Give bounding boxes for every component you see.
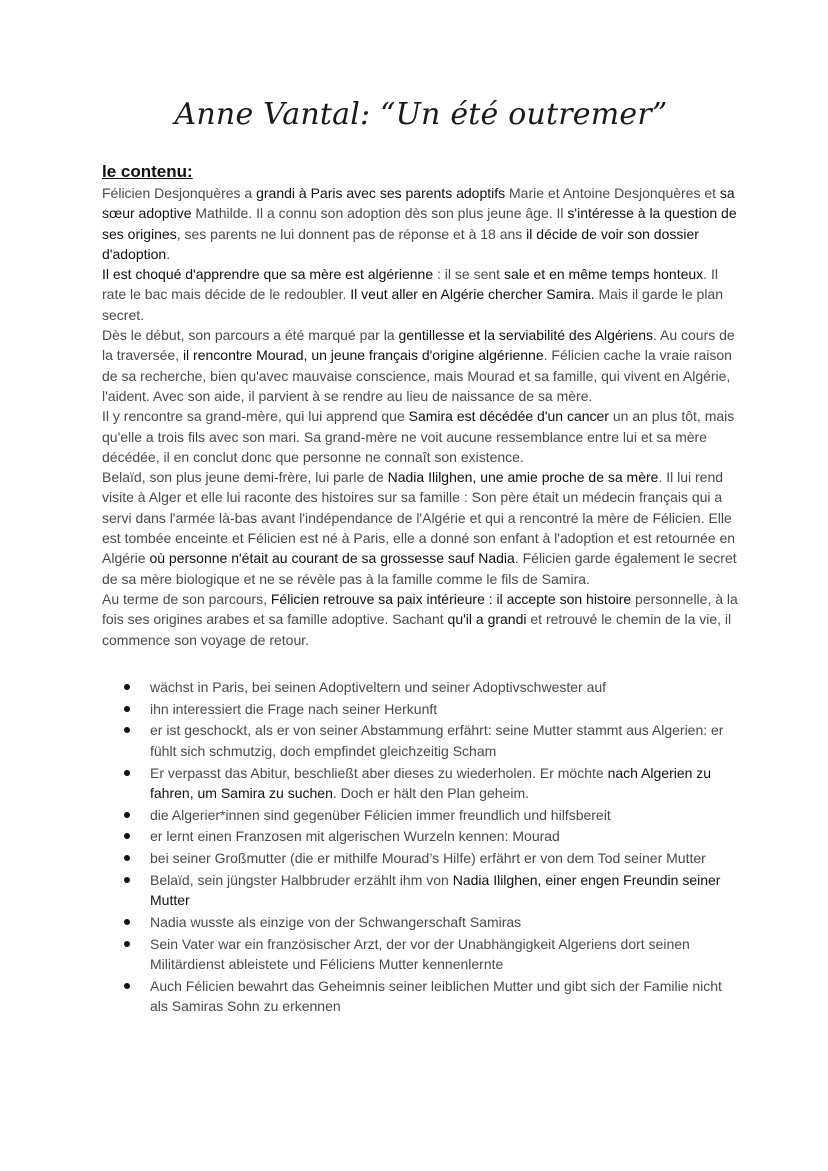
bullet-dot-icon [124, 983, 130, 989]
highlighted-text: sale et en même temps honteux [503, 266, 704, 283]
text-segment: Belaïd, sein jüngster Halbbruder erzählt ihm von [150, 872, 453, 888]
highlighted-text: Il est choqué d'apprendre que sa mère est algérienne [102, 266, 434, 283]
paragraph [102, 325, 740, 406]
highlighted-text: Félicien retrouve sa paix intérieure : il accepte son histoire [270, 590, 632, 607]
bullet-item [102, 934, 740, 975]
document-title: Anne Vantal: “Un été outremer” [174, 97, 668, 132]
highlighted-text: gentillesse et la serviabilité des Algériens [398, 327, 653, 344]
text-segment: . Au cours de la traversée, [102, 327, 735, 364]
text-segment: die Algerier*innen sind gegenüber Félicien immer freundlich und hilfsbereit [150, 806, 611, 823]
text-segment: ihn interessiert die Frage nach seiner Herkunft [150, 700, 438, 717]
highlighted-text: où personne n'était au courant de sa grossesse sauf Nadia [149, 550, 515, 567]
text-segment: bei seiner Großmutter (die er mithilfe Mourad’s Hilfe) erfährt er von dem Tod seiner Mutter [150, 850, 706, 867]
text-segment: . Félicien cache la vraie raison de sa recherche, bien qu'avec mauvaise conscience, mais Mourad et sa famille, qui vivent en Algérie, l'aident. Avec son aide, il parvient à se rendre au lieu de naissance de sa mère. [102, 347, 732, 404]
text-segment: Belaïd, son plus jeune demi-frère, lui parle de [102, 469, 388, 486]
text-segment: Au terme de son parcours, [102, 590, 271, 607]
bullet-item [102, 805, 740, 825]
text-segment: Il y rencontre sa grand-mère, qui lui apprend que [102, 408, 409, 425]
bullet-dot-icon [124, 877, 130, 883]
paragraph [102, 467, 740, 589]
text-segment: Marie et Antoine Desjonquères et [505, 185, 720, 201]
bullet-item [102, 720, 740, 761]
text-segment: Sein Vater war ein französischer Arzt, der vor der Unabhängigkeit Algeriens dort seinen Militärdienst ableistete und Féliciens Mutter kennenlernte [150, 935, 690, 973]
highlighted-text: il décide de voir son dossier d'adoption [102, 225, 699, 262]
highlighted-text: sa sœur adoptive [102, 185, 735, 222]
bullet-dot-icon [124, 706, 130, 712]
text-segment: . [166, 245, 171, 262]
highlighted-text: Nadia Ililghen, une amie proche de sa mère [387, 469, 659, 486]
bullet-dot-icon [124, 919, 130, 925]
text-segment: wächst in Paris, bei seinen Adoptiveltern und seiner Adoptivschwester auf [150, 678, 607, 695]
bullet-item [102, 976, 740, 1017]
text-segment: et retrouvé le chemin de la vie, il commence son voyage de retour. [102, 611, 732, 648]
text-segment: : il se sent [433, 266, 504, 283]
text-segment: er lernt einen Franzosen mit algerischen Wurzeln kennen: Mourad [150, 828, 560, 845]
bullet-item [102, 699, 740, 719]
text-segment: Dès le début, son parcours a été marqué par la [102, 327, 399, 344]
bullet-dot-icon [124, 684, 130, 690]
paragraph [102, 406, 740, 467]
highlighted-text: Samira est décédée d'un cancer [408, 408, 609, 425]
bullet-dot-icon [124, 812, 130, 818]
section-heading: le contenu: [102, 162, 193, 181]
highlighted-text: grandi à Paris avec ses parents adoptifs [256, 185, 506, 201]
text-segment: , ses parents ne lui donnent pas de réponse et à 18 ans [176, 225, 527, 242]
highlighted-text: nach Algerien zu fahren, um Samira zu suchen [150, 764, 712, 801]
text-segment: Er verpasst das Abitur, beschließt aber dieses zu wiederholen. Er möchte [150, 764, 608, 781]
bullet-item [102, 912, 740, 932]
text-segment: . Il rate le bac mais décide de le redoubler. [102, 266, 718, 303]
content-paragraphs [102, 183, 740, 650]
bullet-item [102, 848, 740, 868]
text-segment: Mais il garde le plan secret. [102, 286, 724, 323]
paragraph [102, 589, 740, 650]
paragraph [102, 264, 740, 325]
text-segment: Mathilde. Il a connu son adoption dès son plus jeune âge. Il [191, 205, 568, 222]
bullet-dot-icon [124, 770, 130, 776]
bullet-item [102, 870, 740, 911]
bullet-dot-icon [124, 727, 130, 733]
bullet-item [102, 826, 740, 846]
bullet-item [102, 677, 740, 697]
bullet-dot-icon [124, 855, 130, 861]
highlighted-text: Il veut aller en Algérie chercher Samira. [350, 286, 595, 303]
bullet-item [102, 763, 740, 804]
text-segment: Auch Félicien bewahrt das Geheimnis seiner leiblichen Mutter und gibt sich der Familie nicht als Samiras Sohn zu erkennen [150, 977, 722, 1015]
text-segment: . Il lui rend visite à Alger et elle lui raconte des histoires sur sa famille : Son père était un médecin français qui a servi dans l'armée là-bas avant l'indépendance de l'Algérie et qui a rencontré la mère de Félicien. Elle est tombée enceinte et Félicien est né à Paris, elle a donné son enfant à l'adoption et est retournée en Algérie [102, 469, 736, 567]
highlighted-text: qu'il a grandi [447, 611, 527, 628]
text-segment: personnelle, à la fois ses origines arabes et sa famille adoptive. Sachant [102, 590, 738, 628]
summary-bullet-list [102, 677, 740, 1017]
text-segment: Nadia wusste als einzige von der Schwangerschaft Samiras [150, 914, 522, 931]
text-segment: . Félicien garde également le secret de sa mère biologique et ne se révèle pas à la famille comme le fils de Samira. [102, 550, 737, 587]
text-segment: Félicien Desjonquères a [102, 185, 257, 201]
text-segment: . Doch er hält den Plan geheim. [332, 784, 529, 801]
paragraph [102, 183, 740, 264]
bullet-dot-icon [124, 833, 130, 839]
highlighted-text: il rencontre Mourad, un jeune français d'origine algérienne [182, 347, 544, 364]
text-segment: un an plus tôt, mais qu'elle a trois fils avec son mari. Sa grand-mère ne voit aucune ressemblance entre lui et sa mère décédée, il en conclut donc que personne ne connaît son existence. [102, 408, 735, 465]
highlighted-text: s'intéresse à la question de ses origines [102, 205, 737, 242]
highlighted-text: Nadia Ililghen, einer engen Freundin seiner Mutter [150, 872, 721, 909]
bullet-dot-icon [124, 941, 130, 947]
text-segment: er ist geschockt, als er von seiner Abstammung erfährt: seine Mutter stammt aus Algerien: er fühlt sich schmutzig, doch empfindet gleichzeitig Scham [150, 722, 724, 759]
